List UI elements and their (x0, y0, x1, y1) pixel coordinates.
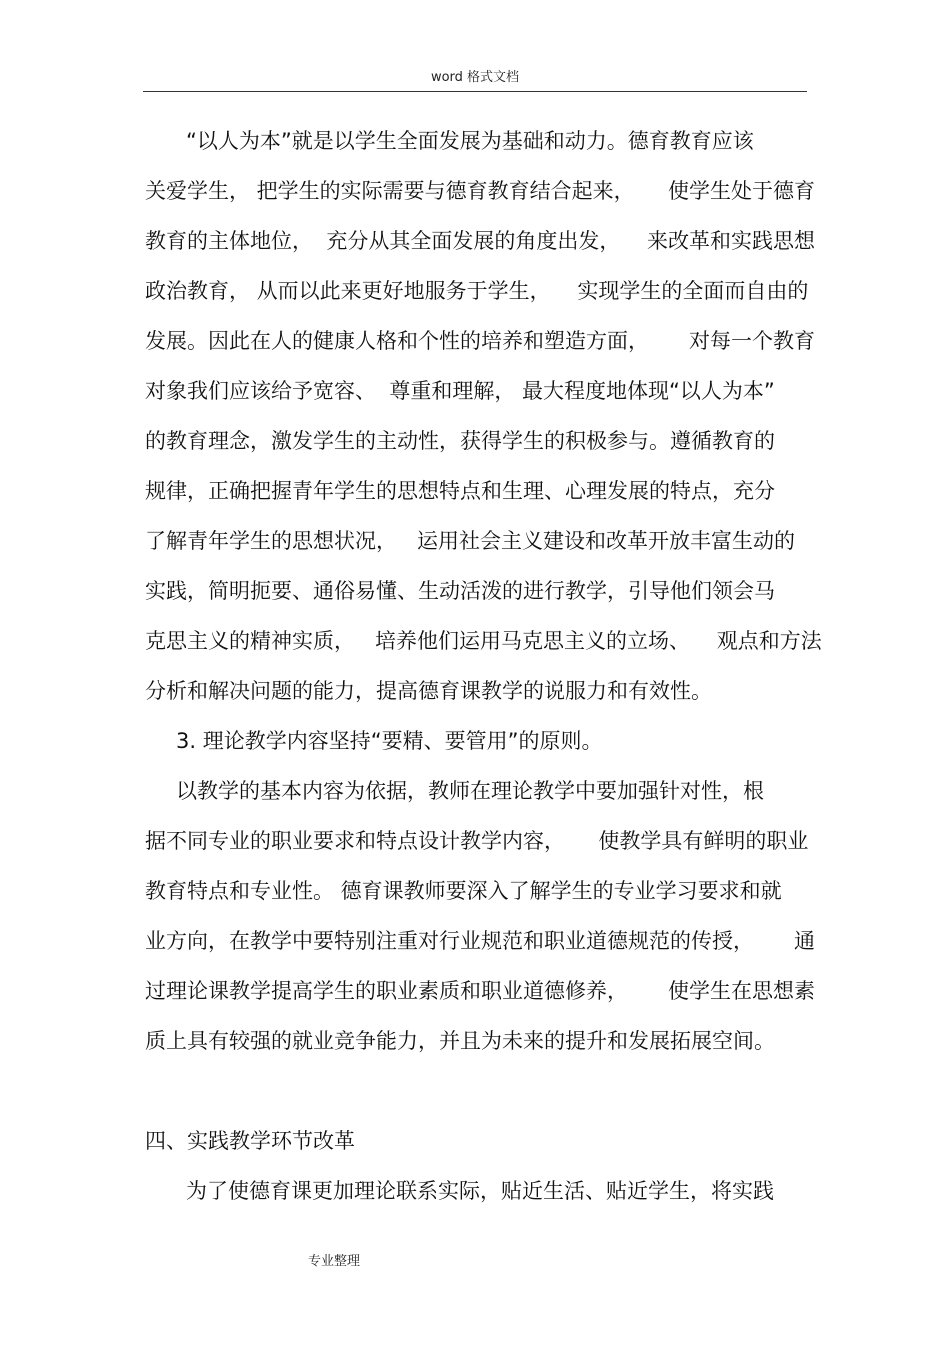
paragraph-line: 政治教育， 从而以此来更好地服务于学生， 实现学生的全面而自由的 (145, 279, 809, 303)
page-header: word 格式文档 (430, 70, 520, 85)
paragraph-line: 教育的主体地位， 充分从其全面发展的角度出发， 来改革和实践思想 (145, 229, 816, 253)
paragraph-line: “以人为本”就是以学生全面发展为基础和动力。德育教育应该 (186, 129, 754, 153)
section-heading: 四、实践教学环节改革 (145, 1129, 355, 1153)
paragraph-line: 对象我们应该给予宽容、 尊重和理解， 最大程度地体现“以人为本” (145, 379, 775, 403)
paragraph-line: 的教育理念，激发学生的主动性，获得学生的积极参与。遵循教育的 (145, 429, 775, 453)
header-divider (143, 91, 807, 92)
section-heading: 3. 理论教学内容坚持“要精、要管用”的原则。 (176, 729, 603, 753)
paragraph-line: 了解青年学生的思想状况， 运用社会主义建设和改革开放丰富生动的 (145, 529, 796, 553)
page-footer: 专业整理 (308, 1254, 361, 1269)
paragraph-line: 发展。因此在人的健康人格和个性的培养和塑造方面， 对每一个教育 (145, 329, 816, 353)
paragraph-line: 为了使德育课更加理论联系实际，贴近生活、贴近学生，将实践 (186, 1179, 774, 1203)
paragraph-line: 质上具有较强的就业竞争能力，并且为未来的提升和发展拓展空间。 (145, 1029, 775, 1053)
paragraph-line: 教育特点和专业性。 德育课教师要深入了解学生的专业学习要求和就 (145, 879, 782, 903)
paragraph-line: 过理论课教学提高学生的职业素质和职业道德修养， 使学生在思想素 (145, 979, 816, 1003)
paragraph-line: 克思主义的精神实质， 培养他们运用马克思主义的立场、 观点和方法 (145, 629, 822, 653)
paragraph-line: 据不同专业的职业要求和特点设计教学内容， 使教学具有鲜明的职业 (145, 829, 809, 853)
paragraph-line: 分析和解决问题的能力，提高德育课教学的说服力和有效性。 (145, 679, 712, 703)
paragraph-line: 以教学的基本内容为依据，教师在理论教学中要加强针对性，根 (176, 779, 764, 803)
paragraph-line: 关爱学生， 把学生的实际需要与德育教育结合起来， 使学生处于德育 (145, 179, 816, 203)
paragraph-line: 业方向，在教学中要特别注重对行业规范和职业道德规范的传授， 通 (145, 929, 816, 953)
paragraph-line: 实践，简明扼要、通俗易懂、生动活泼的进行教学，引导他们领会马 (145, 579, 775, 603)
paragraph-line: 规律，正确把握青年学生的思想特点和生理、心理发展的特点，充分 (145, 479, 775, 503)
